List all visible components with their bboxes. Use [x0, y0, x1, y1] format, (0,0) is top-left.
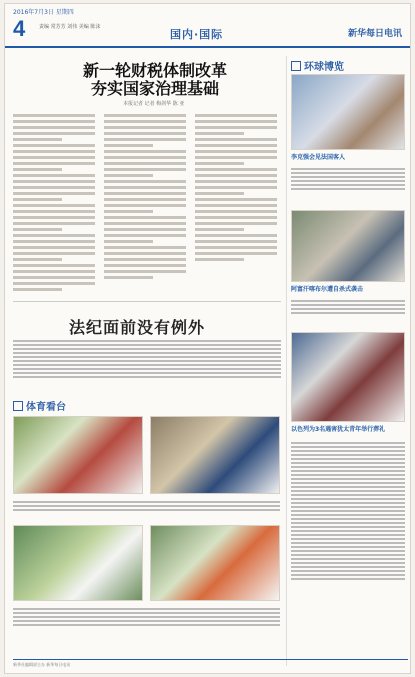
lead-text-column-1: [13, 111, 95, 301]
sports-text-top: [13, 499, 280, 519]
right-text-1: [291, 166, 405, 202]
middle-article-text: [13, 338, 281, 388]
tennis-photo-1: [13, 525, 143, 601]
right-caption-1: 李克强会见法国客人: [291, 154, 346, 161]
section-title: 国内·国际: [170, 28, 224, 41]
tennis-photo-2: [150, 525, 280, 601]
coach-photo: [150, 416, 280, 494]
lead-text-column-3: [195, 111, 277, 301]
ceremony-photo: [291, 332, 405, 422]
right-text-2: [291, 298, 405, 324]
middle-headline: 法纪面前没有例外: [69, 318, 206, 337]
sports-box-title: 体育看台: [13, 398, 66, 413]
meeting-photo: [291, 74, 405, 150]
right-news-column: [286, 56, 408, 666]
page-header: [5, 4, 410, 48]
newspaper-page: [4, 3, 411, 674]
sports-section: [13, 398, 281, 655]
lead-text-column-2: [104, 111, 186, 301]
issue-date: 2016年7月3日 星期四: [13, 9, 74, 16]
soccer-photo: [13, 416, 143, 494]
lead-headline: 新一轮财税体制改革 夯实国家治理基础: [82, 61, 227, 98]
right-text-3: [291, 440, 405, 656]
sports-text-bottom: [13, 606, 280, 640]
right-box-title: 环球博览: [291, 58, 344, 73]
page-number: 4: [13, 16, 26, 41]
right-caption-3: 以色列为3名遇害犹太青年举行葬礼: [291, 426, 386, 433]
lead-byline: 本报记者 记者 梅剑华 陈 亚: [123, 101, 185, 107]
newspaper-brand: 新华每日电讯: [347, 29, 402, 39]
rescue-photo: [291, 210, 405, 282]
lead-article: [13, 56, 281, 302]
page-meta: 责编 常芳芳 刘伟 美编 陈沫: [39, 24, 101, 30]
footer-bar: 新华社编辑部主办 新华每日电讯: [13, 659, 408, 669]
right-caption-2: 阿富汗喀布尔遭自杀式袭击: [291, 286, 364, 293]
